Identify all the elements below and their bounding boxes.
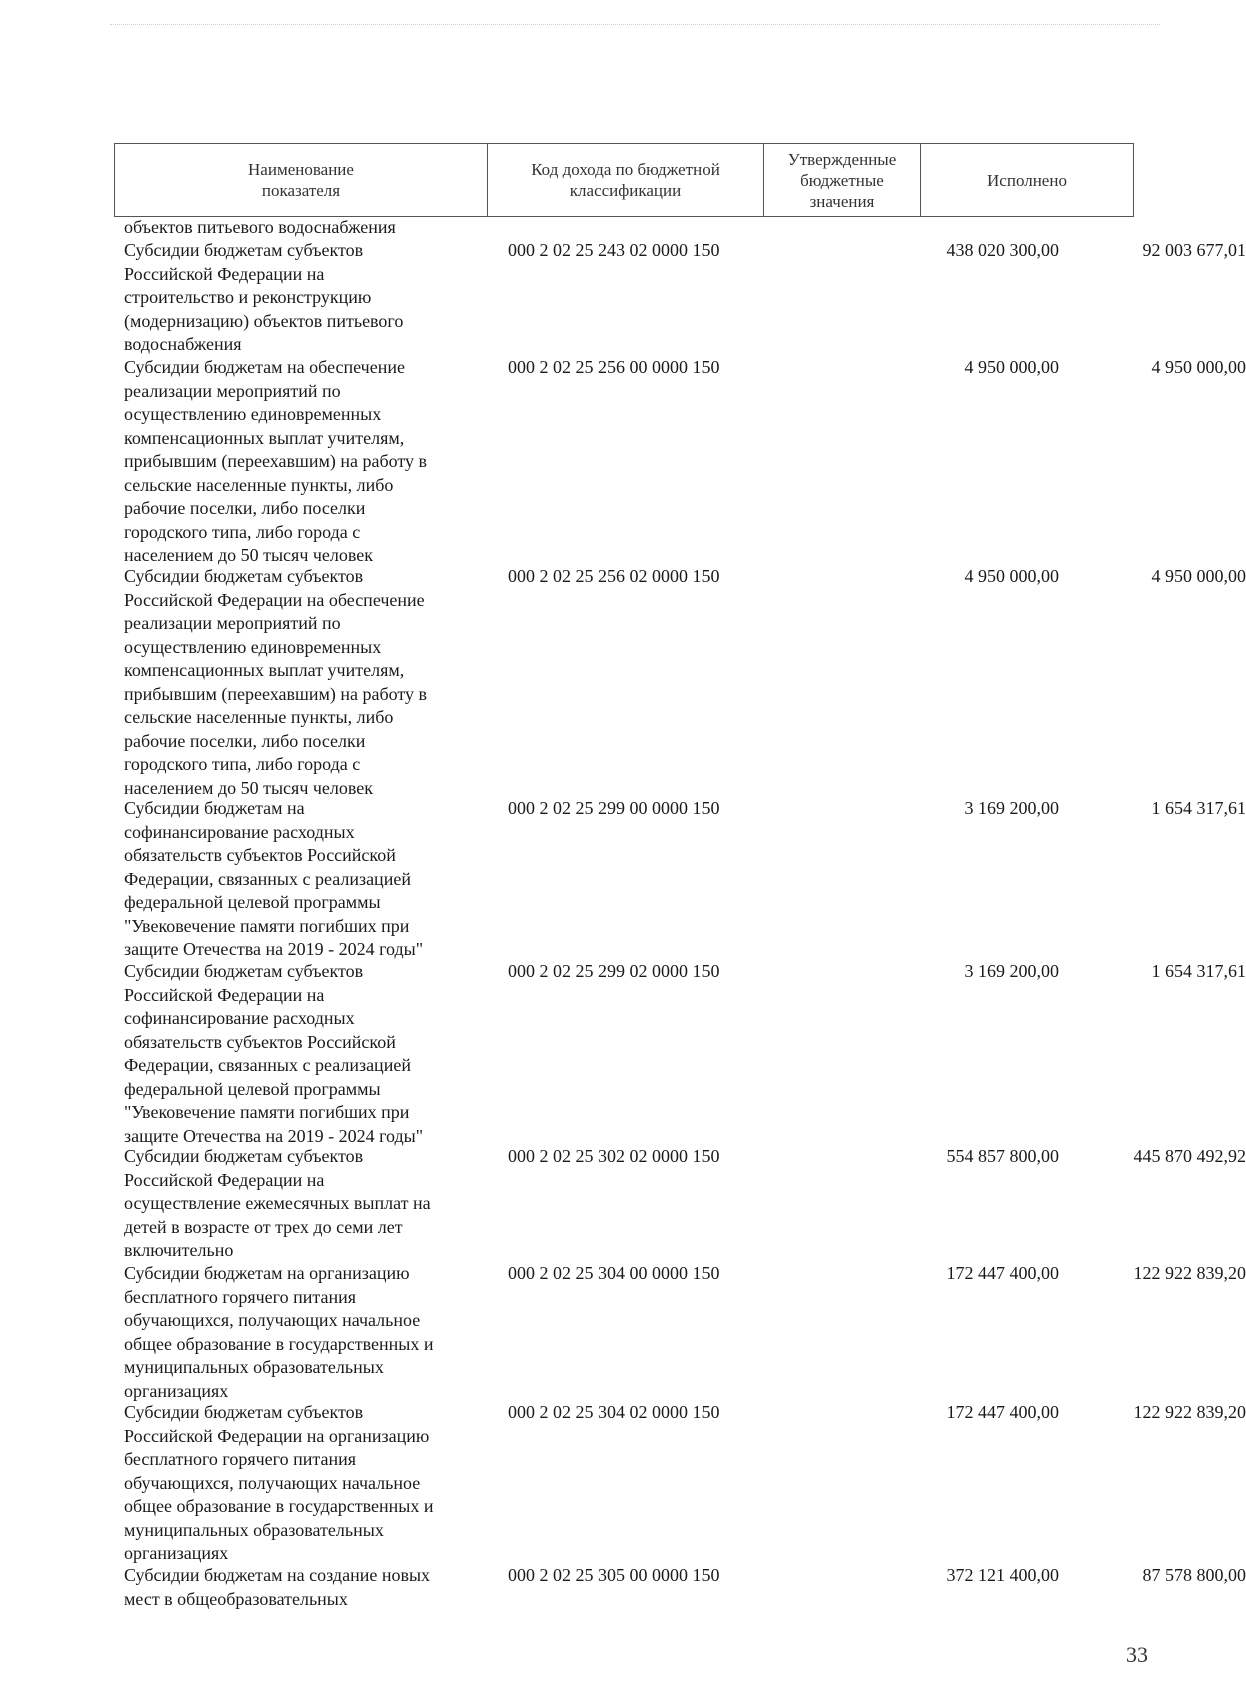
row-code: 000 2 02 25 243 02 0000 150 <box>508 240 720 260</box>
row-executed: 445 870 492,92 <box>1133 1146 1246 1166</box>
row-executed: 122 922 839,20 <box>1133 1263 1246 1283</box>
row-approved: 554 857 800,00 <box>946 1146 1059 1166</box>
row-name: Субсидии бюджетам на обеспечение реализации мероприятий по осуществлению единовременных компенсационных выплат учителям, прибывшим (переехавшим) на работу в сельские населенные пункты, либо рабочие поселки, либо поселки городского типа, либо города с населением до 50 тысяч человек <box>124 357 428 565</box>
row-executed: 1 654 317,61 <box>1151 798 1246 818</box>
header-name: Наименование показателя <box>115 144 488 216</box>
page-number: 33 <box>1126 1642 1148 1667</box>
row-approved: 3 169 200,00 <box>964 798 1059 818</box>
row-executed: 4 950 000,00 <box>1151 357 1246 377</box>
row-executed: 4 950 000,00 <box>1151 566 1246 586</box>
row-approved: 172 447 400,00 <box>946 1402 1059 1422</box>
header-approved: Утвержденные бюджетные значения <box>764 144 921 216</box>
row-executed: 92 003 677,01 <box>1142 240 1246 260</box>
row-name: Субсидии бюджетам субъектов Российской Федерации на строительство и реконструкцию (модернизацию) объектов питьевого водоснабжения <box>124 240 404 354</box>
row-executed: 122 922 839,20 <box>1133 1402 1246 1422</box>
row-code: 000 2 02 25 299 02 0000 150 <box>508 961 720 981</box>
row-approved: 172 447 400,00 <box>946 1263 1059 1283</box>
header-code: Код дохода по бюджетной классификации <box>488 144 764 216</box>
row-name: Субсидии бюджетам на создание новых мест в общеобразовательных <box>124 1565 431 1609</box>
row-name: объектов питьевого водоснабжения <box>124 217 396 237</box>
row-approved: 438 020 300,00 <box>946 240 1059 260</box>
row-code: 000 2 02 25 256 02 0000 150 <box>508 566 720 586</box>
scan-artifact-line <box>110 24 1160 26</box>
row-code: 000 2 02 25 302 02 0000 150 <box>508 1146 720 1166</box>
row-executed: 1 654 317,61 <box>1151 961 1246 981</box>
row-code: 000 2 02 25 299 00 0000 150 <box>508 798 720 818</box>
row-name: Субсидии бюджетам субъектов Российской Федерации на обеспечение реализации мероприятий по осуществлению единовременных компенсационных выплат учителям, прибывшим (переехавшим) на работу в сельские населенные пункты, либо рабочие поселки, либо поселки городского типа, либо города с населением до 50 тысяч человек <box>124 566 428 798</box>
row-name: Субсидии бюджетам на организацию бесплатного горячего питания обучающихся, получающих начальное общее образование в государственных и муниципальных образовательных организациях <box>124 1263 434 1401</box>
row-approved: 372 121 400,00 <box>946 1565 1059 1585</box>
row-name: Субсидии бюджетам субъектов Российской Федерации на софинансирование расходных обязательств субъектов Российской Федерации, связанных с реализацией федеральной целевой программы "Увековечение памяти погибших при защите Отечества на 2019 - 2024 годы" <box>124 961 424 1146</box>
table-header <box>114 143 1134 217</box>
row-approved: 3 169 200,00 <box>964 961 1059 981</box>
row-code: 000 2 02 25 305 00 0000 150 <box>508 1565 720 1585</box>
header-executed: Исполнено <box>987 170 1067 190</box>
row-name: Субсидии бюджетам субъектов Российской Федерации на организацию бесплатного горячего питания обучающихся, получающих начальное общее образование в государственных и муниципальных образовательных организациях <box>124 1402 434 1563</box>
row-code: 000 2 02 25 304 00 0000 150 <box>508 1263 720 1283</box>
row-executed: 87 578 800,00 <box>1142 1565 1246 1585</box>
row-code: 000 2 02 25 304 02 0000 150 <box>508 1402 720 1422</box>
row-name: Субсидии бюджетам субъектов Российской Федерации на осуществление ежемесячных выплат на детей в возрасте от трех до семи лет включительно <box>124 1146 431 1260</box>
row-approved: 4 950 000,00 <box>964 566 1059 586</box>
row-name: Субсидии бюджетам на софинансирование расходных обязательств субъектов Российской Федерации, связанных с реализацией федеральной целевой программы "Увековечение памяти погибших при защите Отечества на 2019 - 2024 годы" <box>124 798 424 959</box>
row-code: 000 2 02 25 256 00 0000 150 <box>508 357 720 377</box>
row-approved: 4 950 000,00 <box>964 357 1059 377</box>
